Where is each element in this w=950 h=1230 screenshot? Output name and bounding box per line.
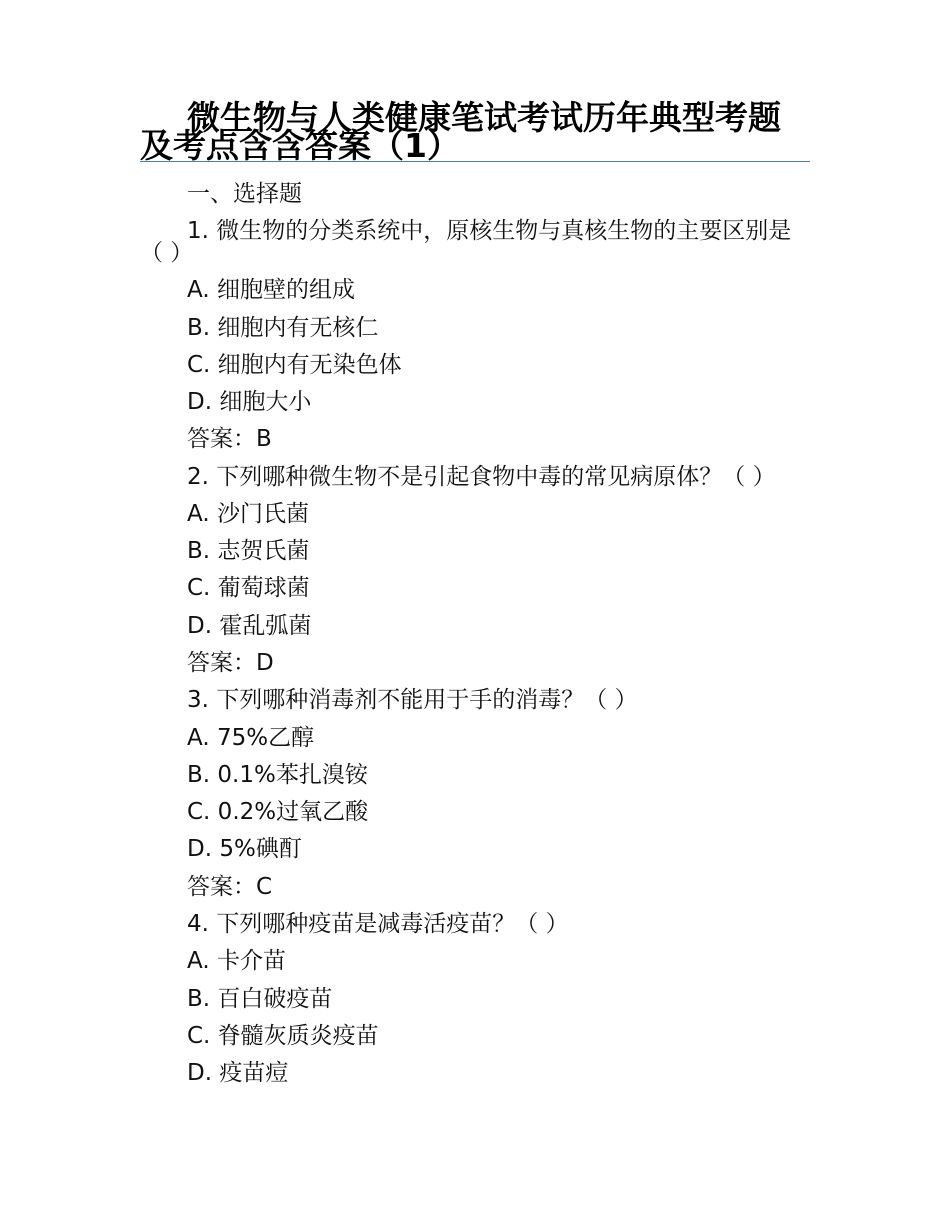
option-b: B. 百白破疫苗 [187, 985, 333, 1012]
question-stem: 2. 下列哪种微生物不是引起食物中毒的常见病原体？（ ） [187, 463, 776, 490]
option-d: D. 霍乱弧菌 [187, 612, 312, 639]
answer: 答案：D [187, 649, 274, 676]
answer: 答案：B [187, 426, 272, 453]
option-b: B. 志贺氏菌 [187, 538, 310, 565]
option-d: D. 5%碘酊 [187, 836, 302, 863]
title-underline [140, 161, 810, 162]
answer: 答案：C [187, 873, 273, 900]
option-a: A. 沙门氏菌 [187, 500, 309, 527]
option-b: B. 细胞内有无核仁 [187, 314, 379, 341]
option-a: A. 75%乙醇 [187, 724, 315, 751]
option-a: A. 卡介苗 [187, 948, 286, 975]
option-d: D. 疫苗痘 [187, 1060, 289, 1087]
option-d: D. 细胞大小 [187, 389, 312, 416]
option-c: C. 脊髓灰质炎疫苗 [187, 1022, 379, 1049]
question-stem: 3. 下列哪种消毒剂不能用于手的消毒？（ ） [187, 687, 638, 714]
option-c: C. 葡萄球菌 [187, 575, 310, 602]
option-c: C. 细胞内有无染色体 [187, 351, 402, 378]
document-body [140, 176, 810, 1093]
question-stem: 1. 微生物的分类系统中，原核生物与真核生物的主要区别是（ ） [140, 218, 792, 267]
document-title: 微生物与人类健康笔试考试历年典型考题及考点含含答案（1） [140, 98, 781, 165]
option-a: A. 细胞壁的组成 [187, 277, 355, 304]
option-c: C. 0.2%过氧乙酸 [187, 799, 369, 826]
section-heading: 一、选择题 [187, 181, 302, 207]
option-b: B. 0.1%苯扎溴铵 [187, 761, 368, 788]
question-stem: 4. 下列哪种疫苗是减毒活疫苗？（ ） [187, 911, 569, 938]
